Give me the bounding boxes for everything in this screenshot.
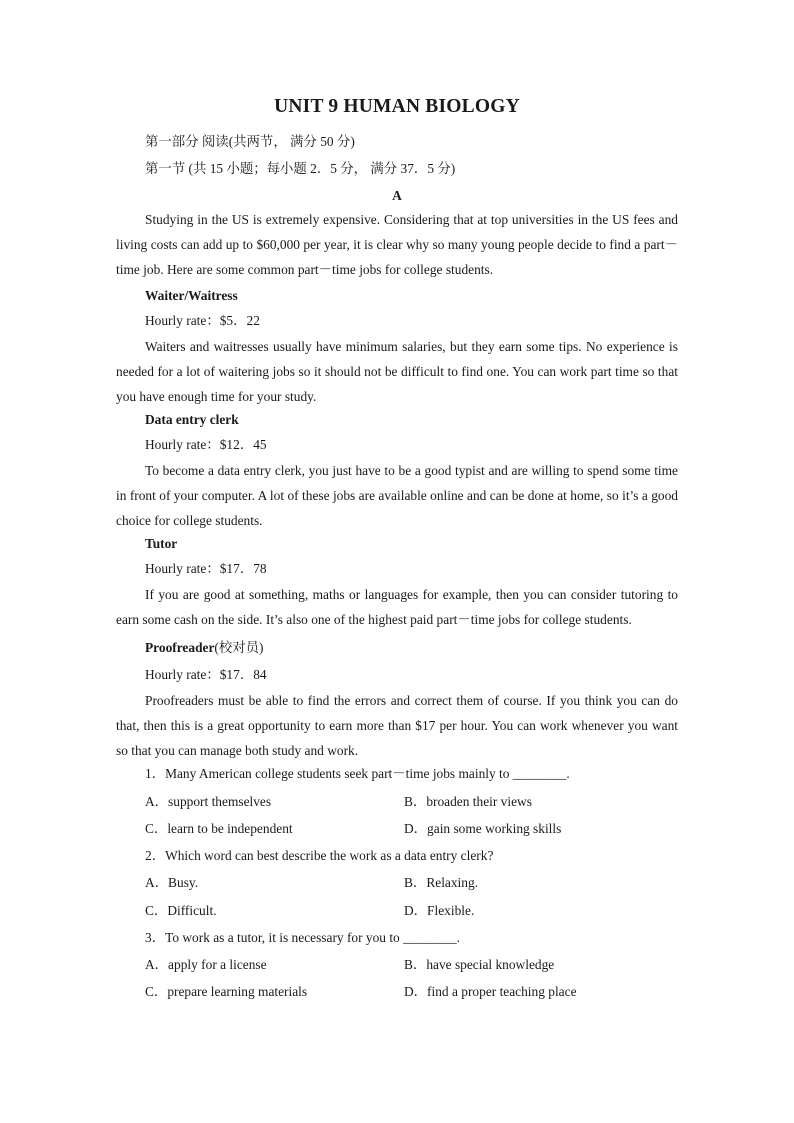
question-1-stem: 1．Many American college students seek part－time jobs mainly to ________. [145,766,570,781]
job-rate-tutor: Hourly rate：$17．78 [145,561,267,576]
job-title-proofreader-cn: (校对员) [214,640,264,655]
question-3-option-c[interactable]: C．prepare learning materials [145,984,308,999]
job-title-waiter: Waiter/Waitress [145,288,238,303]
job-title-proofreader: Proofreader [145,640,215,655]
question-2-stem: 2．Which word can best describe the work as a data entry clerk? [145,848,494,863]
question-1-option-c[interactable]: C．learn to be independent [145,821,293,836]
section-header: 第一部分 阅读(共两节， 满分 50 分) [145,134,355,149]
question-3-option-d[interactable]: D．find a proper teaching place [404,984,577,999]
job-desc-data-entry: To become a data entry clerk, you just have to be a good typist and are willing to spend some time in front of your computer. A lot of these jobs are available online and can be done at home, so it’s a good choice for college students. [116,463,678,528]
job-heading-proofreader [145,635,264,660]
job-title-data-entry: Data entry clerk [145,412,239,427]
subsection-header: 第一节 (共 15 小题；每小题 2．5 分， 满分 37．5 分) [145,161,456,176]
job-desc-waiter: Waiters and waitresses usually have minimum salaries, but they earn some tips. No experience is needed for a lot of waitering jobs so it should not be difficult to find one. You can work part time so that you have enough time for your study. [116,339,678,404]
question-2-option-b[interactable]: B．Relaxing. [404,875,479,890]
job-rate-waiter: Hourly rate：$5．22 [145,313,260,328]
question-2-option-c[interactable]: C．Difficult. [145,903,217,918]
question-1-option-b[interactable]: B．broaden their views [404,794,532,809]
job-desc-proofreader: Proofreaders must be able to find the errors and correct them of course. If you think you can do that, then this is a great opportunity to earn more than $17 per hour. You can work whenever you want so that you can manage both study and work. [116,693,678,758]
job-rate-proofreader: Hourly rate：$17．84 [145,667,267,682]
unit-title: UNIT 9 HUMAN BIOLOGY [274,96,520,117]
passage-label: A [392,188,402,203]
question-1-option-d[interactable]: D．gain some working skills [404,821,562,836]
job-rate-data-entry: Hourly rate：$12．45 [145,437,267,452]
job-title-tutor: Tutor [145,536,178,551]
question-3-stem: 3．To work as a tutor, it is necessary for you to ________. [145,930,461,945]
question-2-option-d[interactable]: D．Flexible. [404,903,475,918]
question-2-option-a[interactable]: A．Busy. [145,875,199,890]
intro-paragraph: Studying in the US is extremely expensive. Considering that at top universities in the US fees and living costs can add up to $60,000 per year, it is clear why so many young people decide to find a part－time job. Here are some common part－time jobs for college students. [116,212,678,277]
question-3-option-a[interactable]: A．apply for a license [145,957,267,972]
job-desc-tutor: If you are good at something, maths or languages for example, then you can consider tutoring to earn some cash on the side. It’s also one of the highest paid part－time jobs for college students. [116,587,678,627]
question-3-option-b[interactable]: B．have special knowledge [404,957,555,972]
question-1-option-a[interactable]: A．support themselves [145,794,272,809]
